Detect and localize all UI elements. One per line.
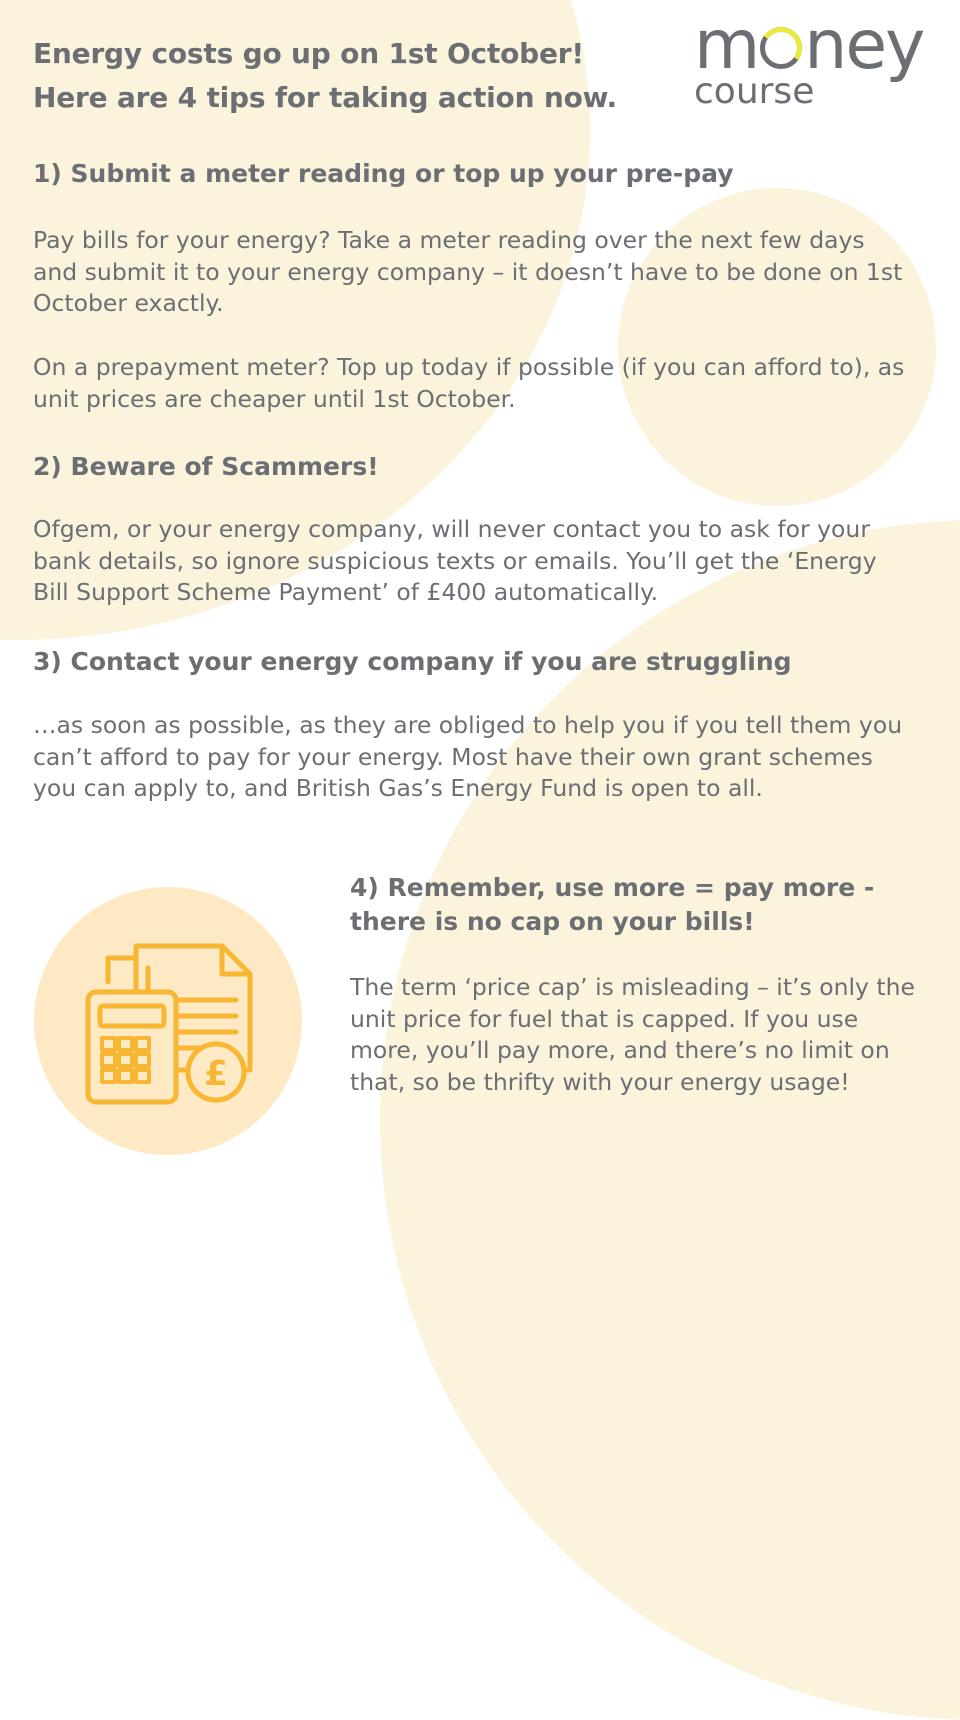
logo-o-ring (760, 27, 802, 69)
title-line-2: Here are 4 tips for taking action now. (33, 81, 617, 114)
logo-subword: course (694, 71, 815, 112)
money-course-logo (690, 6, 940, 112)
tip-4-paragraph: The term ‘price cap’ is misleading – it’s only the unit price for fuel that is capped. If you use more, you’ll pay more, and there’s no limit on that, so be thrifty with your energy usage! (350, 973, 915, 1096)
tip-4-heading: 4) Remember, use more = pay more - there is no cap on your bills! (350, 873, 875, 936)
page-title (33, 32, 683, 120)
tip-1-paragraph-2: On a prepayment meter? Top up today if possible (if you can afford to), as unit prices are cheaper until 1st October. (33, 353, 905, 413)
tip-1-heading: 1) Submit a meter reading or top up your pre-pay (33, 159, 734, 188)
pound-symbol: £ (204, 1054, 228, 1094)
calculator-bill-pound-icon (72, 920, 272, 1120)
tip-1-paragraph-1: Pay bills for your energy? Take a meter reading over the next few days and submit it to your energy company – it doesn’t have to be done on 1st October exactly. (33, 226, 903, 317)
background-blob-lower (380, 520, 960, 1720)
tip-3-paragraph: …as soon as possible, as they are obliged to help you if you tell them you can’t afford to pay for your energy. Most have their own grant schemes you can apply to, and British Gas’s Energy Fund is open to all. (33, 711, 903, 802)
title-line-1: Energy costs go up on 1st October! (33, 37, 584, 70)
tip-3-heading: 3) Contact your energy company if you are struggling (33, 647, 792, 676)
tip-2-heading: 2) Beware of Scammers! (33, 452, 379, 481)
logo-word: m ney (694, 6, 924, 85)
tip-2-paragraph: Ofgem, or your energy company, will never contact you to ask for your bank details, so ignore suspicious texts or emails. You’ll get the ‘Energy Bill Support Scheme Payment’ of £400 automatically. (33, 515, 877, 606)
